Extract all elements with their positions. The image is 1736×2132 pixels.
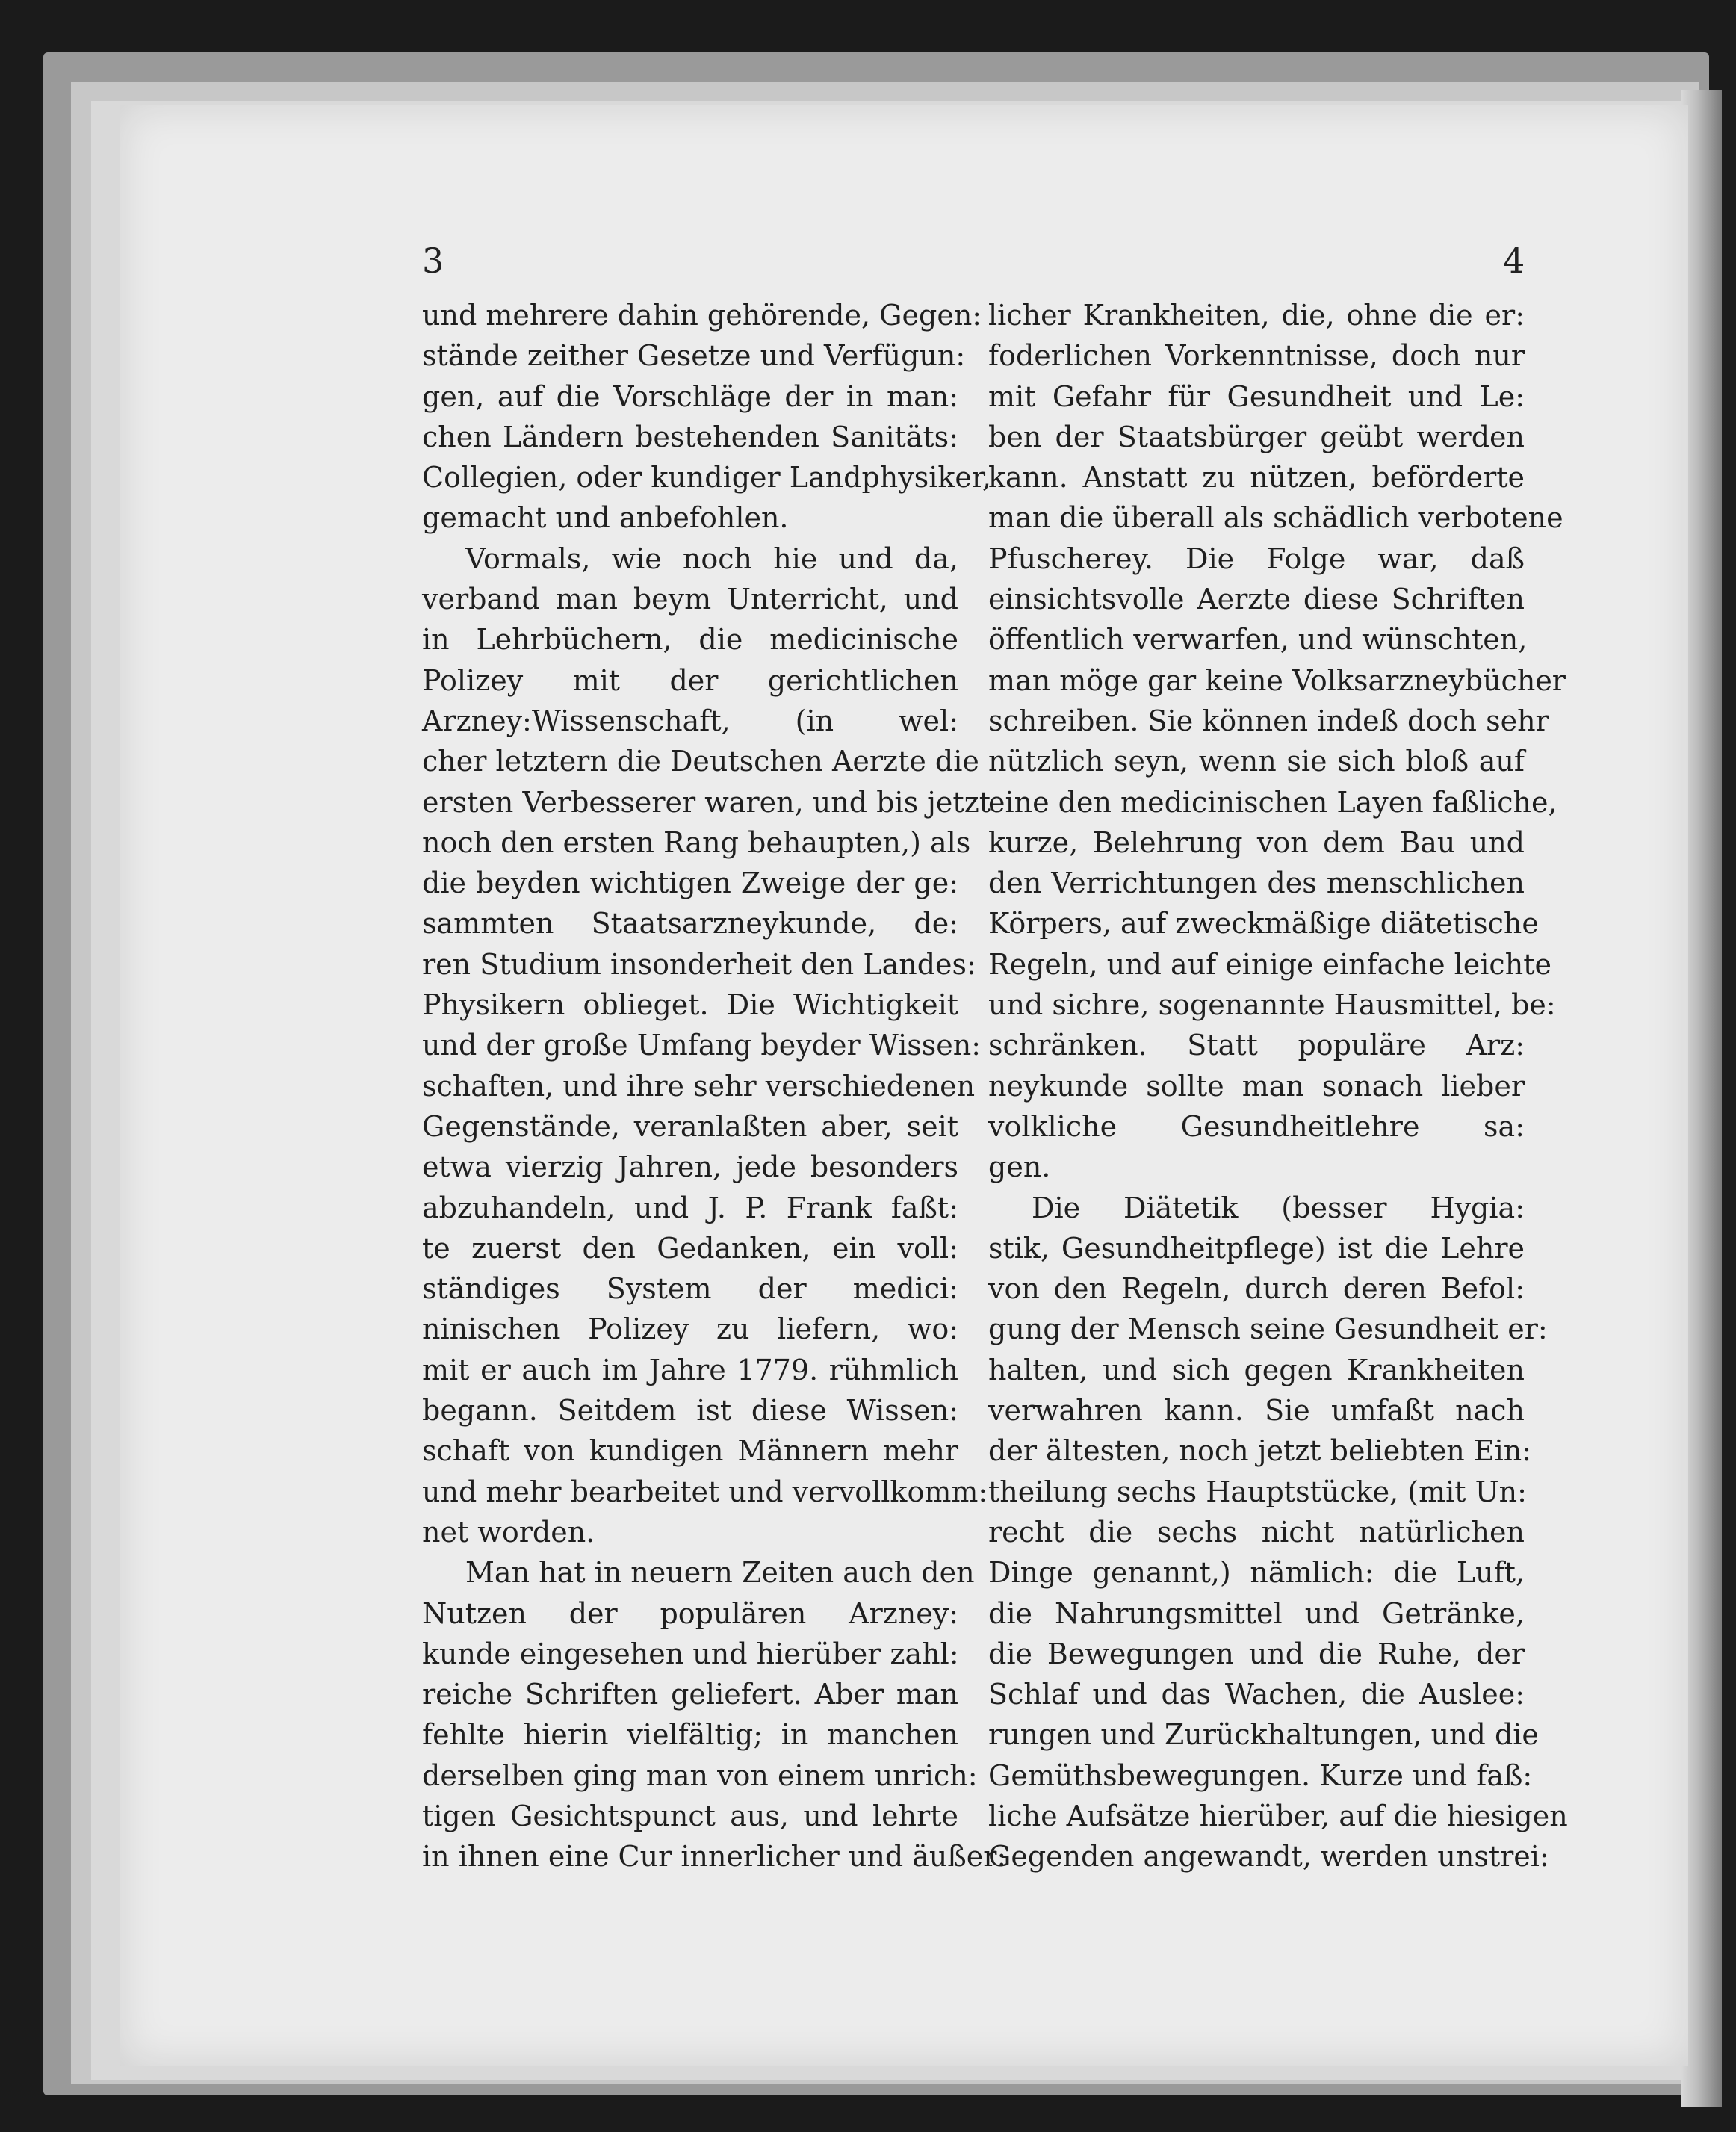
text-line: abzuhandeln, und J. P. Frank faßt: [422, 1191, 958, 1224]
text-line: noch den ersten Rang behaupten,) als [422, 825, 971, 859]
text-line: Die Diätetik (besser Hygia: [1032, 1191, 1525, 1224]
text-line: gung der Mensch seine Gesundheit er: [988, 1313, 1548, 1346]
text-line: gemacht und anbefohlen. [422, 501, 789, 535]
text-line: Dinge genannt,) nämlich: die Luft, [988, 1556, 1525, 1590]
text-column-right [988, 295, 1568, 1877]
text-line: kunde eingesehen und hierüber zahl: [422, 1637, 959, 1670]
text-line: die beyden wichtigen Zweige der ge: [422, 867, 958, 900]
text-line: kurze, Belehrung von dem Bau und [988, 825, 1525, 859]
text-line: und mehr bearbeitet und vervollkomm: [422, 1475, 988, 1508]
text-line: derselben ging man von einem unrich: [422, 1758, 978, 1792]
text-line: rungen und Zurückhaltungen, und die [988, 1718, 1539, 1752]
text-line: ren Studium insonderheit den Landes: [422, 947, 976, 981]
text-line: volkliche Gesundheitlehre sa: [988, 1109, 1525, 1143]
text-line: in Lehrbüchern, die medicinische [422, 623, 958, 657]
text-line: liche Aufsätze hierüber, auf die hiesigen [988, 1799, 1568, 1832]
text-line: ben der Staatsbürger geübt werden [988, 420, 1525, 453]
text-line: kann. Anstatt zu nützen, beförderte [988, 461, 1525, 495]
text-line: verwahren kann. Sie umfaßt nach [988, 1394, 1525, 1428]
text-line: stik, Gesundheitpflege) ist die Lehre [988, 1231, 1525, 1265]
text-line: chen Ländern bestehenden Sanitäts: [422, 420, 958, 453]
text-line: und mehrere dahin gehörende, Gegen: [422, 299, 982, 332]
text-line: stände zeither Gesetze und Verfügun: [422, 339, 966, 373]
text-line: ninischen Polizey zu liefern, wo: [422, 1313, 958, 1346]
text-line: theilung sechs Hauptstücke, (mit Un: [988, 1475, 1527, 1508]
text-line: die Nahrungsmittel und Getränke, [988, 1596, 1525, 1630]
text-line: Gegenstände, veranlaßten aber, seit [422, 1109, 958, 1143]
text-line: verband man beym Unterricht, und [422, 583, 958, 616]
text-line: cher letztern die Deutschen Aerzte die [422, 745, 979, 778]
text-line: Polizey mit der gerichtlichen [422, 663, 958, 697]
text-line: von den Regeln, durch deren Befol: [988, 1272, 1525, 1306]
text-line: halten, und sich gegen Krankheiten [988, 1353, 1525, 1386]
text-line: sammten Staatsarzneykunde, de: [422, 907, 958, 941]
text-line: und der große Umfang beyder Wissen: [422, 1029, 982, 1062]
text-line: foderlichen Vorkenntnisse, doch nur [988, 339, 1525, 373]
text-line: Arzney:Wissenschaft, (in wel: [422, 704, 958, 737]
text-line: Gegenden angewandt, werden unstrei: [988, 1840, 1549, 1874]
text-line: schreiben. Sie können indeß doch sehr [988, 704, 1549, 737]
text-line: Gemüthsbewegungen. Kurze und faß: [988, 1758, 1533, 1792]
text-column-left [422, 295, 1007, 1877]
text-line: gen. [988, 1150, 1051, 1184]
text-line: Körpers, auf zweckmäßige diätetische [988, 907, 1539, 941]
text-line: net worden. [422, 1515, 595, 1549]
text-line: schränken. Statt populäre Arz: [988, 1029, 1525, 1062]
page-number-left: 3 [422, 241, 444, 281]
text-line: schaft von kundigen Männern mehr [422, 1434, 958, 1468]
text-line: und sichre, sogenannte Hausmittel, be: [988, 988, 1556, 1022]
text-line: in ihnen eine Cur innerlicher und äußer: [422, 1840, 1007, 1874]
text-line: tigen Gesichtspunct aus, und lehrte [422, 1799, 958, 1832]
text-line: den Verrichtungen des menschlichen [988, 867, 1525, 900]
text-line: man die überall als schädlich verbotene [988, 501, 1563, 535]
page-number-right: 4 [1503, 241, 1525, 281]
text-line: licher Krankheiten, die, ohne die er: [988, 299, 1525, 332]
text-line: Schlaf und das Wachen, die Auslee: [988, 1678, 1525, 1711]
text-line: der ältesten, noch jetzt beliebten Ein: [988, 1434, 1532, 1468]
text-line: reiche Schriften geliefert. Aber man [422, 1678, 958, 1711]
text-line: schaften, und ihre sehr verschiedenen [422, 1069, 976, 1103]
text-line: Man hat in neuern Zeiten auch den [465, 1556, 975, 1590]
text-line: die Bewegungen und die Ruhe, der [988, 1637, 1525, 1670]
text-line: man möge gar keine Volksarzneybücher [988, 663, 1566, 697]
text-line: Nutzen der populären Arzney: [422, 1596, 958, 1630]
text-line: begann. Seitdem ist diese Wissen: [422, 1394, 958, 1428]
text-line: öffentlich verwarfen, und wünschten, [988, 623, 1528, 657]
text-line: Physikern oblieget. Die Wichtigkeit [422, 988, 958, 1022]
text-line: fehlte hierin vielfältig; in manchen [422, 1718, 958, 1752]
text-line: Regeln, und auf einige einfache leichte [988, 947, 1551, 981]
text-line: recht die sechs nicht natürlichen [988, 1515, 1525, 1549]
text-line: mit er auch im Jahre 1779. rühmlich [422, 1353, 958, 1386]
text-line: eine den medicinischen Layen faßliche, [988, 785, 1557, 819]
text-line: gen, auf die Vorschläge der in man: [422, 379, 958, 413]
text-line: Vormals, wie noch hie und da, [465, 542, 958, 575]
text-line: ständiges System der medici: [422, 1272, 958, 1306]
text-line: te zuerst den Gedanken, ein voll: [422, 1231, 958, 1265]
text-line: neykunde sollte man sonach lieber [988, 1069, 1525, 1103]
text-line: Pfuscherey. Die Folge war, daß [988, 542, 1525, 575]
text-line: mit Gefahr für Gesundheit und Le: [988, 379, 1525, 413]
text-line: ersten Verbesserer waren, und bis jetzt [422, 785, 991, 819]
text-line: etwa vierzig Jahren, jede besonders [422, 1150, 958, 1184]
text-line: einsichtsvolle Aerzte diese Schriften [988, 583, 1525, 616]
text-line: nützlich seyn, wenn sie sich bloß auf [988, 745, 1525, 778]
text-line: Collegien, oder kundiger Landphysiker, [422, 461, 991, 495]
